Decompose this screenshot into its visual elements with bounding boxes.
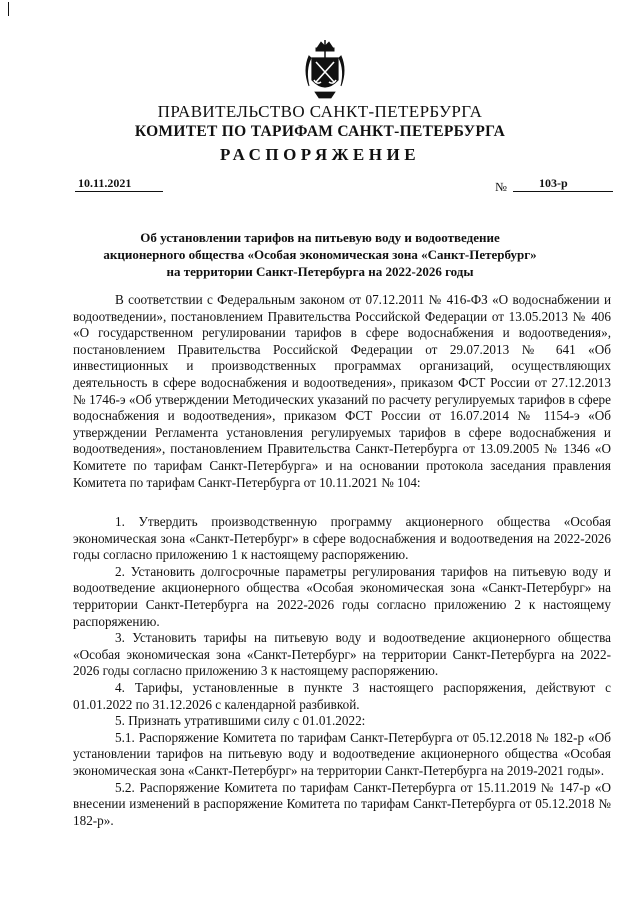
order-item: 4. Тарифы, установленные в пункте 3 настоящего распоряжения, действуют с 01.01.2022 по 31.12.2026 с календарной разбивкой. — [73, 679, 611, 712]
committee-name: КОМИТЕТ ПО ТАРИФАМ САНКТ-ПЕТЕРБУРГА — [134, 123, 506, 140]
document-date: 10.11.2021 — [75, 176, 163, 192]
order-item: 5. Признать утратившими силу с 01.01.2022: — [115, 713, 366, 729]
title-line: на территории Санкт-Петербурга на 2022-2026 годы — [166, 264, 474, 279]
document-title — [60, 229, 580, 280]
order-item: 3. Установить тарифы на питьевую воду и водоотведение акционерного общества «Особая экономическая зона «Санкт-Петербург» на территории Санкт-Петербурга на 2022-2026 годы согласно приложению 3 к настоящему распоряжению. — [73, 630, 611, 679]
document-type: РАСПОРЯЖЕНИЕ — [219, 145, 421, 164]
government-name: ПРАВИТЕЛЬСТВО САНКТ-ПЕТЕРБУРГА — [157, 102, 483, 121]
document-number: 103-р — [513, 176, 613, 192]
title-line: акционерного общества «Особая экономическая зона «Санкт-Петербург» — [103, 247, 537, 262]
number-label: № — [495, 180, 507, 194]
title-line: Об установлении тарифов на питьевую воду и водоотведение — [140, 230, 500, 245]
order-item: 5.1. Распоряжение Комитета по тарифам Санкт-Петербурга от 05.12.2018 № 182-р «Об установлении тарифов на питьевую воду и водоотведение акционерного общества «Особая экономическая зона «Санкт-Петербург» на территории Санкт-Петербурга на 2019-2021 годы». — [73, 729, 611, 778]
order-item: 5.2. Распоряжение Комитета по тарифам Санкт-Петербурга от 15.11.2019 № 147-р «О внесении изменений в распоряжение Комитета по тарифам Санкт-Петербурга от 05.12.2018 № 182-р». — [73, 779, 611, 828]
order-items — [73, 514, 611, 829]
order-item: 2. Установить долгосрочные параметры регулирования тарифов на питьевую воду и водоотведение акционерного общества «Особая экономическая зона «Санкт-Петербург» на территории Санкт-Петербурга на 2022-2026 годы согласно приложению 2 к настоящему распоряжению. — [73, 563, 611, 629]
preamble-text: В соответствии с Федеральным законом от 07.12.2011 № 416-ФЗ «О водоснабжении и водоотведении», постановлением Правительства Российской Федерации от 13.05.2013 № 406 «О государственном регулировании тарифов в сфере водоснабжения и водоотведения», постановлением Правительства Российской Федерации от 29.07.2013 № 641 «Об инвестиционных и производственных программах организаций, осуществляющих деятельность в сфере водоснабжения и водоотведения», приказом ФСТ России от 27.12.2013 № 1746-э «Об утверждении Методических указаний по расчету регулируемых тарифов в сфере водоснабжения и водоотведения», приказом ФСТ России от 16.07.2014 № 1154-э «Об утверждении Регламента установления регулируемых тарифов в сфере водоснабжения и водоотведения», постановлением Правительства Санкт-Петербурга от 13.09.2005 № 1346 «О Комитете по тарифам Санкт-Петербурга» и на основании протокола заседания правления Комитета по тарифам Санкт-Петербурга от 10.11.2021 № 104: — [73, 292, 611, 490]
order-item: 1. Утвердить производственную программу акционерного общества «Особая экономическая зона «Санкт-Петербург» в сфере водоснабжения и водоотведения на 2022-2026 годы согласно приложению 1 к настоящему распоряжению. — [73, 514, 611, 563]
st-petersburg-coat-of-arms-icon — [301, 40, 349, 100]
preamble — [73, 292, 611, 491]
scan-edge-mark — [8, 2, 9, 16]
